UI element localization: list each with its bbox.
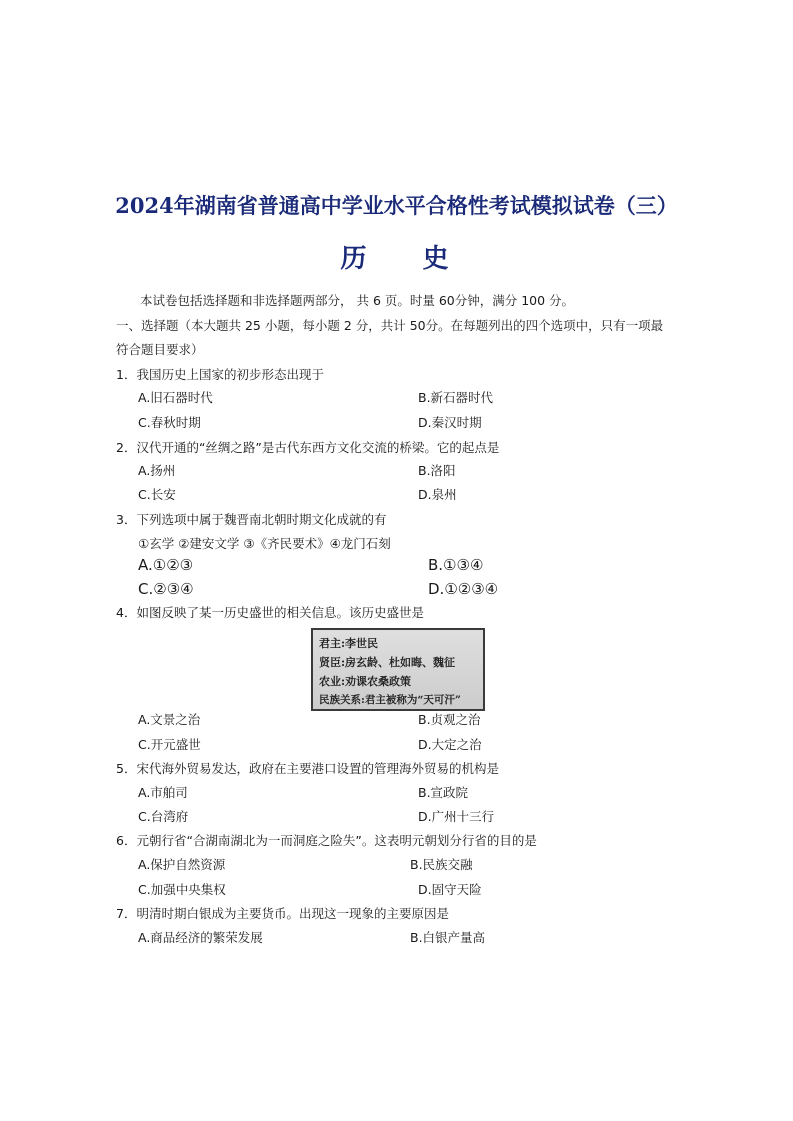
question-6-option-d: D.固守天险 <box>418 882 482 897</box>
question-3-option-a: A.①②③ <box>138 556 194 574</box>
figure-line-1: 君主:李世民 <box>319 637 379 650</box>
question-4-option-b: B.贞观之治 <box>418 712 481 727</box>
question-1-option-a: A.旧石器时代 <box>138 390 213 405</box>
subject-char-2: 史 <box>422 244 453 274</box>
section-heading-line2: 符合题目要求） <box>116 342 204 357</box>
question-4-option-a: A.文景之治 <box>138 712 201 727</box>
question-1-option-c: C.春秋时期 <box>138 415 201 430</box>
subject-char-1: 历 <box>340 244 371 274</box>
figure-line-3: 农业:劝课农桑政策 <box>319 675 412 688</box>
question-3-items: ①玄学 ②建安文学 ③《齐民要术》④龙门石刻 <box>138 536 391 551</box>
question-1-option-d: D.秦汉时期 <box>418 415 482 430</box>
question-5-option-b: B.宣政院 <box>418 785 469 800</box>
question-6-option-c: C.加强中央集权 <box>138 882 226 897</box>
question-4-figure <box>311 628 485 711</box>
question-7-option-b: B.白银产量高 <box>410 930 486 945</box>
question-2-option-b: B.洛阳 <box>418 463 456 478</box>
question-3-stem: 3．下列选项中属于魏晋南北朝时期文化成就的有 <box>116 512 387 527</box>
exam-title: 2024年湖南省普通高中学业水平合格性考试模拟试卷（三） <box>115 193 678 218</box>
question-2-stem: 2．汉代开通的“丝绸之路”是古代东西方文化交流的桥梁。它的起点是 <box>116 440 500 455</box>
question-2-option-a: A.扬州 <box>138 463 176 478</box>
question-7-option-a: A.商品经济的繁荣发展 <box>138 930 263 945</box>
intro-text: 本试卷包括选择题和非选择题两部分， 共 6 页。时量 60分钟，满分 100 分。 <box>140 293 575 308</box>
question-7-stem: 7．明清时期白银成为主要货币。出现这一现象的主要原因是 <box>116 906 449 921</box>
question-5-option-c: C.台湾府 <box>138 809 189 824</box>
question-5-option-d: D.广州十三行 <box>418 809 495 824</box>
question-3-option-d: D.①②③④ <box>428 580 499 598</box>
question-3-option-b: B.①③④ <box>428 556 484 574</box>
question-3-option-c: C.②③④ <box>138 580 194 598</box>
section-heading-line1: 一、选择题（本大题共 25 小题，每小题 2 分，共计 50分。在每题列出的四个选项中，只有一项最 <box>116 318 664 333</box>
question-1-stem: 1．我国历史上国家的初步形态出现于 <box>116 367 324 382</box>
question-5-stem: 5．宋代海外贸易发达，政府在主要港口设置的管理海外贸易的机构是 <box>116 761 499 776</box>
question-6-option-a: A.保护自然资源 <box>138 857 226 872</box>
question-4-stem: 4．如图反映了某一历史盛世的相关信息。该历史盛世是 <box>116 605 424 620</box>
subject-title <box>0 238 793 275</box>
question-4-option-c: C.开元盛世 <box>138 737 201 752</box>
question-6-option-b: B.民族交融 <box>410 857 473 872</box>
question-4-option-d: D.大定之治 <box>418 737 482 752</box>
question-2-option-c: C.长安 <box>138 487 176 502</box>
question-5-option-a: A.市舶司 <box>138 785 188 800</box>
figure-line-2: 贤臣:房玄龄、杜如晦、魏征 <box>319 656 456 669</box>
question-1-option-b: B.新石器时代 <box>418 390 494 405</box>
question-2-option-d: D.泉州 <box>418 487 457 502</box>
question-6-stem: 6．元朝行省“合湖南湖北为一而洞庭之险失”。这表明元朝划分行省的目的是 <box>116 833 537 848</box>
figure-line-4: 民族关系:君主被称为“天可汗” <box>319 694 461 706</box>
